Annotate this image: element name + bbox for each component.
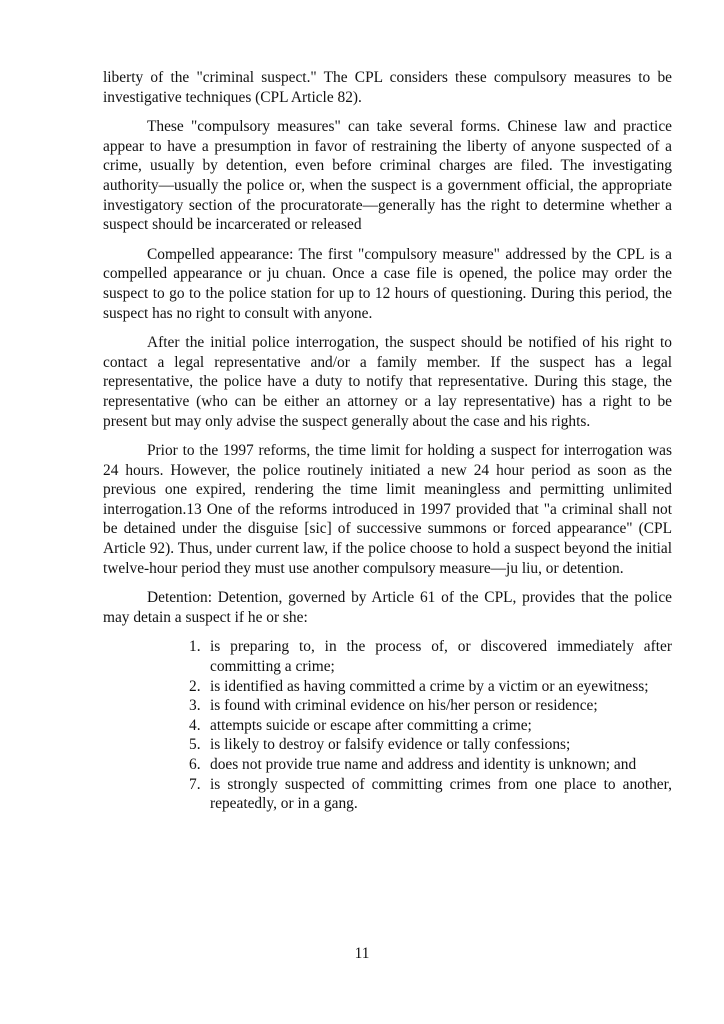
paragraph-compulsory-measures: These "compulsory measures" can take several forms. Chinese law and practice appear to have a presumption in favor of restraining the liberty of anyone suspected of a crime, usually by detention, even before criminal charges are filed. The investigating authority—usually the police or, when the suspect is a government official, the appropriate investigatory section of the procuratorate—generally has the right to determine whether a suspect should be incarcerated or released — [103, 118, 672, 234]
list-item-number: 6. — [189, 756, 201, 773]
paragraph-continuation: liberty of the "criminal suspect." The CPL considers these compulsory measures to be investigative techniques (CPL Article 82). — [103, 69, 672, 106]
list-item-text: attempts suicide or escape after committing a crime; — [210, 716, 532, 734]
paragraph-1997-reforms: Prior to the 1997 reforms, the time limit for holding a suspect for interrogation was 24 hours. However, the police routinely initiated a new 24 hour period as soon as the previous one expired, rendering the time limit meaningless and permitting unlimited interrogation.13 One of the reforms introduced in 1997 provided that "a criminal shall not be detained under the disguise [sic] of successive summons or forced appearance" (CPL Article 92). Thus, under current law, if the police choose to hold a suspect beyond the initial twelve-hour period they must use another compulsory measure—ju liu, or detention. — [103, 442, 672, 577]
list-item-number: 7. — [189, 775, 201, 793]
list-item-number: 3. — [189, 697, 201, 715]
list-item-text: is identified as having committed a crime by a victim or an eyewitness; — [210, 677, 649, 695]
list-item-text: is preparing to, in the process of, or discovered immediately after committing a crime; — [210, 638, 672, 676]
list-item-number: 5. — [189, 736, 201, 754]
list-item — [189, 775, 672, 814]
list-item-text: is found with criminal evidence on his/her person or residence; — [210, 697, 598, 715]
paragraph-legal-representative: After the initial police interrogation, the suspect should be notified of his right to contact a legal representative and/or a family member. If the suspect has a legal representative, the police have a duty to notify that representative. During this stage, the representative (who can be either an attorney or a lay representative) has a right to be present but may only advise the suspect generally about the case and his rights. — [103, 334, 672, 430]
list-item-text: is strongly suspected of committing crimes from one place to another, repeatedly, or in a gang. — [210, 775, 672, 813]
list-item-text: does not provide true name and address and identity is unknown; and — [210, 756, 637, 773]
list-item-number: 1. — [189, 638, 201, 656]
list-item-number: 2. — [189, 677, 201, 695]
paragraph-compelled-appearance: Compelled appearance: The first "compulsory measure" addressed by the CPL is a compelled appearance or ju chuan. Once a case file is opened, the police may order the suspect to go to the police station for up to 12 hours of questioning. During this period, the suspect has no right to consult with anyone. — [103, 245, 672, 322]
list-item — [189, 716, 672, 736]
list-item-text: is likely to destroy or falsify evidence or tally confessions; — [210, 736, 571, 754]
detention-conditions-list — [103, 637, 672, 813]
list-item — [189, 696, 672, 716]
list-item-number: 4. — [189, 716, 201, 734]
page-number: 11 — [354, 945, 370, 962]
paragraph-detention: Detention: Detention, governed by Article 61 of the CPL, provides that the police may detain a suspect if he or she: — [103, 589, 672, 626]
document-body — [103, 68, 672, 814]
list-item — [189, 755, 672, 775]
list-item — [189, 677, 672, 697]
list-item — [189, 735, 672, 755]
list-item — [189, 637, 672, 676]
